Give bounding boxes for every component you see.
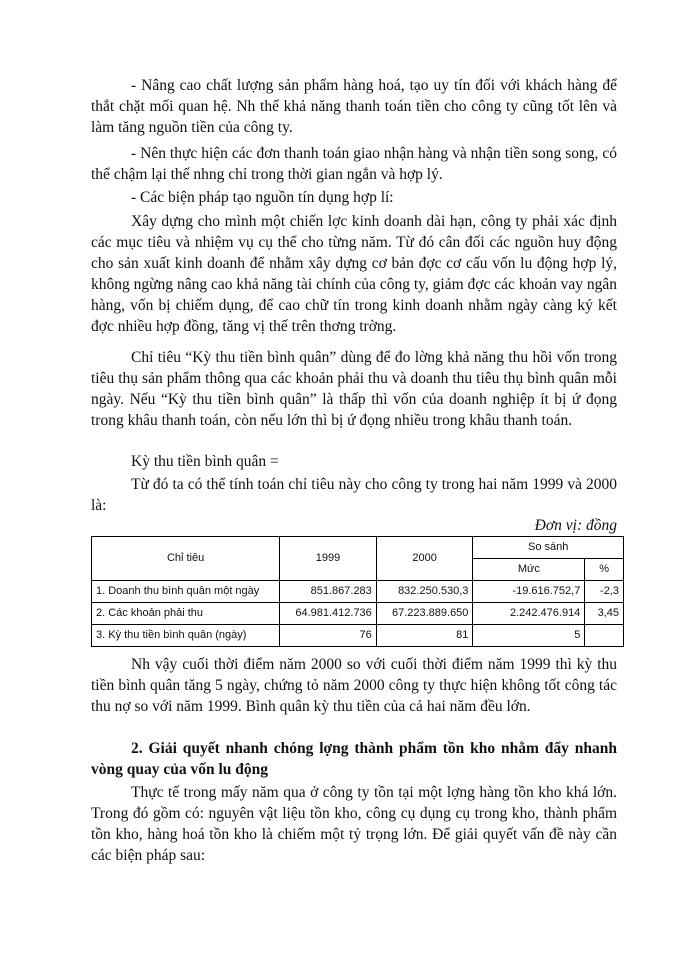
section-heading: 2. Giải quyết nhanh chóng lợng thành phẩm tồn kho nhằm đẩy nhanh vòng quay của vốn lu động	[91, 740, 617, 778]
table-row	[92, 581, 624, 603]
collection-period-table	[91, 536, 624, 647]
table-row	[92, 603, 624, 625]
header-2000: 2000	[376, 537, 473, 581]
cell-percent: 3,45	[585, 603, 624, 625]
cell-amount: 5	[473, 625, 585, 647]
row-label: 3. Kỳ thu tiền bình quân (ngày)	[92, 625, 280, 647]
cell-amount: 2.242.476.914	[473, 603, 585, 625]
header-1999: 1999	[280, 537, 377, 581]
table-row	[92, 625, 624, 647]
header-compare: So sánh	[473, 537, 624, 559]
cell-1999: 851.867.283	[280, 581, 377, 603]
paragraph-calculation: Từ đó ta có thể tính toán chỉ tiêu này cho công ty trong hai năm 1999 và 2000 là:	[91, 476, 617, 514]
row-label: 2. Các khoản phải thu	[92, 603, 280, 625]
cell-2000: 81	[376, 625, 473, 647]
paragraph-quality: - Nâng cao chất lượng sản phẩm hàng hoá, tạo uy tín đối với khách hàng để thắt chặt mối quan hệ. Nh thế khả năng thanh toán tiền cho công ty cũng tốt lên và làm tăng nguồn tiền của công ty.	[91, 77, 617, 136]
paragraph-conclusion: Nh vậy cuối thời điểm năm 2000 so với cuối thời điểm năm 1999 thì kỳ thu tiền bình quân tăng 5 ngày, chứng tỏ năm 2000 công ty thực hiện không tốt công tác thu nợ so với năm 1999. Bình quân kỳ thu tiền của cả hai năm đều lớn.	[91, 656, 617, 715]
cell-percent	[585, 625, 624, 647]
header-amount: Mức	[473, 559, 585, 581]
unit-label: Đơn vị: đồng	[534, 517, 617, 534]
table-header-row	[92, 537, 624, 559]
paragraph-strategy: Xây dựng cho mình một chiến lợc kinh doanh dài hạn, công ty phải xác định các mục tiêu và nhiệm vụ cụ thể cho từng năm. Từ đó cân đối các nguồn huy động cho sản xuất kinh doanh để nhằm xây dựng cơ bản đợc cơ cấu vốn lu động hợp lý, không ngừng nâng cao khả năng tài chính của công ty, giảm đợc các khoản vay ngân hàng, vốn bị chiếm dụng, để cao chữ tín trong kinh doanh nhằm ngày càng ký kết đợc nhiều hợp đồng, tăng vị thế trên thơng trờng.	[91, 213, 617, 335]
cell-1999: 76	[280, 625, 377, 647]
paragraph-credit-measures: - Các biện pháp tạo nguồn tín dụng hợp lí:	[131, 189, 394, 206]
paragraph-payment: - Nên thực hiện các đơn thanh toán giao nhận hàng và nhận tiền song song, có thể chậm lại thế nhng chỉ trong thời gian ngắn và hợp lý.	[91, 145, 617, 183]
paragraph-indicator: Chỉ tiêu “Kỳ thu tiền bình quân” dùng để đo lờng khả năng thu hồi vốn trong tiêu thụ sản phẩm thông qua các khoản phải thu và doanh thu tiêu thụ bình quân mỗi ngày. Nếu “Kỳ thu tiền bình quân” là thấp thì vốn của doanh nghiệp ít bị ứ đọng trong khâu thanh toán, còn nếu lớn thì bị ứ đọng nhiều trong khâu thanh toán.	[91, 349, 617, 429]
paragraph-formula: Kỳ thu tiền bình quân =	[131, 453, 279, 470]
cell-2000: 67.223.889.650	[376, 603, 473, 625]
row-label: 1. Doanh thu bình quân một ngày	[92, 581, 280, 603]
cell-percent: -2,3	[585, 581, 624, 603]
cell-1999: 64.981.412.736	[280, 603, 377, 625]
cell-2000: 832.250.530,3	[376, 581, 473, 603]
cell-amount: -19.616.752,7	[473, 581, 585, 603]
header-indicator: Chỉ tiêu	[92, 537, 280, 581]
paragraph-inventory: Thực tế trong mấy năm qua ở công ty tồn tại một lợng hàng tồn kho khá lớn. Trong đó gồm có: nguyên vật liệu tồn kho, công cụ dụng cụ trong kho, thành phẩm tồn kho, hàng hoá tồn kho là chiếm một tỷ trọng lớn. Để giải quyết vấn đề này cần các biện pháp sau:	[91, 784, 617, 864]
header-percent: %	[585, 559, 624, 581]
